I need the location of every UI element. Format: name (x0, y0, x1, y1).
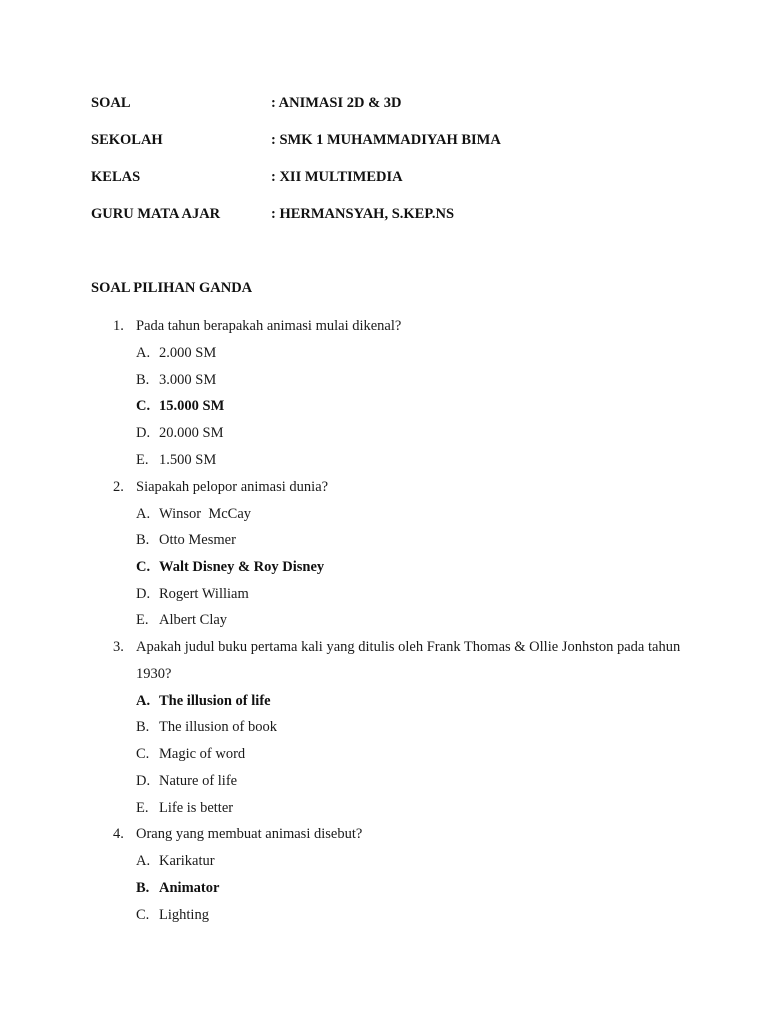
option-text: Walt Disney & Roy Disney (159, 559, 325, 575)
option-letter: D. (136, 425, 151, 441)
option-text: Karikatur (159, 853, 215, 869)
question-text: Siapakah pelopor animasi dunia? (136, 479, 329, 495)
option-letter: A. (136, 693, 151, 709)
option-letter: B. (136, 719, 150, 735)
option-letter: E. (136, 452, 149, 468)
option-text: Nature of life (159, 773, 238, 789)
option-text: 3.000 SM (159, 372, 217, 388)
option-letter: A. (136, 853, 151, 869)
question-text: Apakah judul buku pertama kali yang ditulis oleh Frank Thomas & Ollie Jonhston pada tahun 1930? (136, 639, 681, 682)
option-text: 2.000 SM (159, 345, 217, 361)
question-number: 4. (113, 826, 124, 842)
question-text: Orang yang membuat animasi disebut? (136, 826, 363, 842)
option-letter: A. (136, 345, 151, 361)
option-letter: A. (136, 506, 151, 522)
question-number: 3. (113, 639, 124, 655)
option-text: Rogert William (159, 586, 249, 602)
header-label: GURU MATA AJAR (91, 206, 221, 222)
header-value: : XII MULTIMEDIA (271, 169, 403, 185)
option-text: Animator (159, 880, 220, 896)
option-text: The illusion of life (159, 693, 271, 709)
option-text: Life is better (159, 800, 234, 816)
option-letter: B. (136, 880, 150, 896)
option-letter: B. (136, 532, 150, 548)
option-letter: B. (136, 372, 150, 388)
option-letter: C. (136, 398, 151, 414)
header-value: : SMK 1 MUHAMMADIYAH BIMA (271, 132, 501, 148)
option-text: 20.000 SM (159, 425, 224, 441)
option-text: Magic of word (159, 746, 246, 762)
option-text: Lighting (159, 907, 209, 923)
header-value: : HERMANSYAH, S.KEP.NS (271, 206, 455, 222)
option-letter: E. (136, 800, 149, 816)
header-value: : ANIMASI 2D & 3D (271, 95, 402, 111)
section-title: SOAL PILIHAN GANDA (91, 280, 253, 296)
option-letter: C. (136, 907, 150, 923)
option-text: Otto Mesmer (159, 532, 236, 548)
option-letter: E. (136, 612, 149, 628)
option-text: Albert Clay (159, 612, 228, 628)
header-label: SOAL (91, 95, 131, 111)
header-label: KELAS (91, 169, 141, 185)
option-text: 15.000 SM (159, 398, 225, 414)
option-text: Winsor McCay (159, 506, 252, 522)
option-letter: C. (136, 559, 151, 575)
option-letter: D. (136, 773, 151, 789)
option-letter: C. (136, 746, 150, 762)
question-text: Pada tahun berapakah animasi mulai dikenal? (136, 318, 402, 334)
question-number: 2. (113, 479, 124, 495)
option-text: The illusion of book (159, 719, 278, 735)
header-label: SEKOLAH (91, 132, 163, 148)
option-letter: D. (136, 586, 151, 602)
question-number: 1. (113, 318, 124, 334)
option-text: 1.500 SM (159, 452, 217, 468)
